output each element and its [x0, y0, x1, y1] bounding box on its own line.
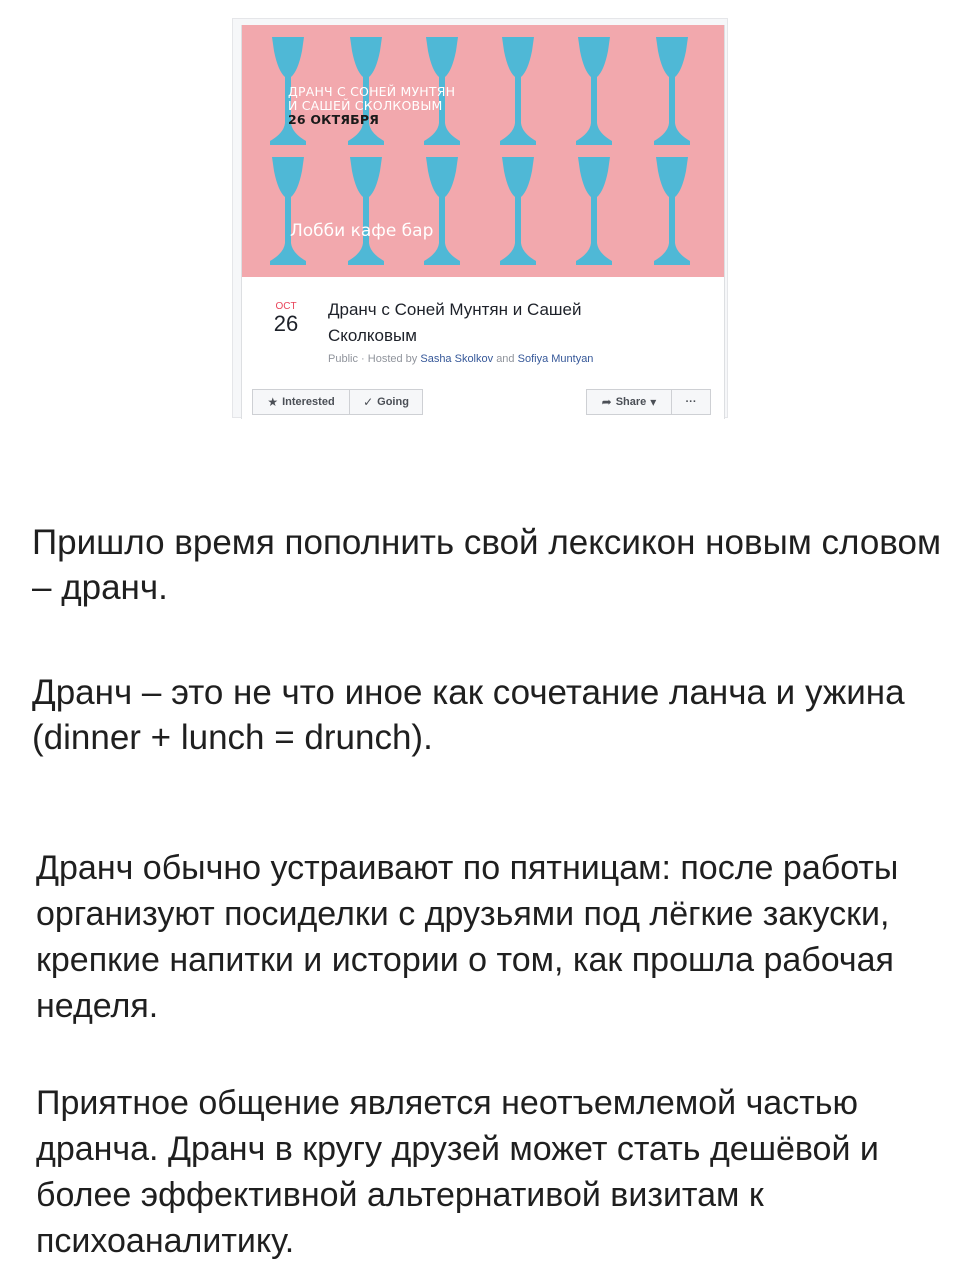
wine-glass-icon	[576, 37, 612, 145]
host-link-2[interactable]: Sofiya Muntyan	[517, 353, 594, 365]
event-card	[232, 18, 728, 418]
and-label: and	[496, 353, 515, 365]
event-date-block	[266, 301, 306, 336]
cover-headline	[288, 85, 455, 127]
going-label: Going	[377, 396, 409, 408]
event-day: 26	[273, 311, 299, 336]
more-icon: ···	[685, 396, 697, 408]
wine-glass-icon	[348, 157, 384, 265]
share-label: Share	[615, 396, 647, 408]
share-button[interactable]	[586, 389, 672, 415]
event-info	[242, 277, 724, 419]
host-link-1[interactable]: Sasha Skolkov	[420, 353, 494, 365]
interested-button[interactable]	[252, 389, 350, 415]
article-paragraph-2: Дранч – это не что иное как сочетание ланча и ужина (dinner + lunch = drunch).	[32, 673, 905, 757]
event-cover-image[interactable]	[242, 25, 724, 277]
event-card-inner	[241, 25, 725, 419]
cover-date: 26 ОКТЯБРЯ	[288, 112, 380, 127]
chevron-down-icon: ▾	[650, 395, 657, 409]
hosted-by-label: Hosted by	[367, 353, 418, 365]
event-privacy: Public	[328, 353, 358, 365]
share-arrow-icon: ➦	[601, 395, 612, 409]
wine-glass-icon	[500, 157, 536, 265]
wine-glass-icon	[654, 157, 690, 265]
wine-glass-icon	[424, 157, 460, 265]
wine-glass-icon	[654, 37, 690, 145]
going-button[interactable]	[349, 389, 423, 415]
event-month: OCT	[275, 301, 297, 312]
cover-line-1: ДРАНЧ С СОНЕЙ МУНТЯН	[288, 84, 456, 99]
cover-venue: Лобби кафе бар	[290, 221, 434, 241]
wine-glass-icon	[270, 157, 306, 265]
interested-label: Interested	[282, 396, 335, 408]
article-paragraph-1: Пришло время пополнить свой лексикон новым словом – дранч.	[32, 523, 942, 607]
cover-line-2: И САШЕЙ СКОЛКОВЫМ	[288, 98, 443, 113]
event-meta	[328, 353, 593, 365]
article-paragraph-3: Дранч обычно устраивают по пятницам: после работы организуют посиделки с друзьями под лёгкие закуски, крепкие напитки и истории о том, как прошла рабочая неделя.	[36, 849, 899, 1025]
check-icon: ✓	[363, 395, 374, 409]
star-icon: ★	[267, 395, 279, 409]
meta-separator: ·	[361, 353, 368, 365]
article-paragraph-4: Приятное общение является неотъемлемой частью дранча. Дранч в кругу друзей может стать дешёвой и более эффективной альтернативой визитам к психоаналитику.	[36, 1084, 879, 1260]
more-options-button[interactable]	[671, 389, 711, 415]
wine-glass-icon	[576, 157, 612, 265]
wine-glass-icon	[500, 37, 536, 145]
event-title[interactable]: Дранч с Соней Мунтян и Сашей Сколковым	[328, 300, 582, 345]
